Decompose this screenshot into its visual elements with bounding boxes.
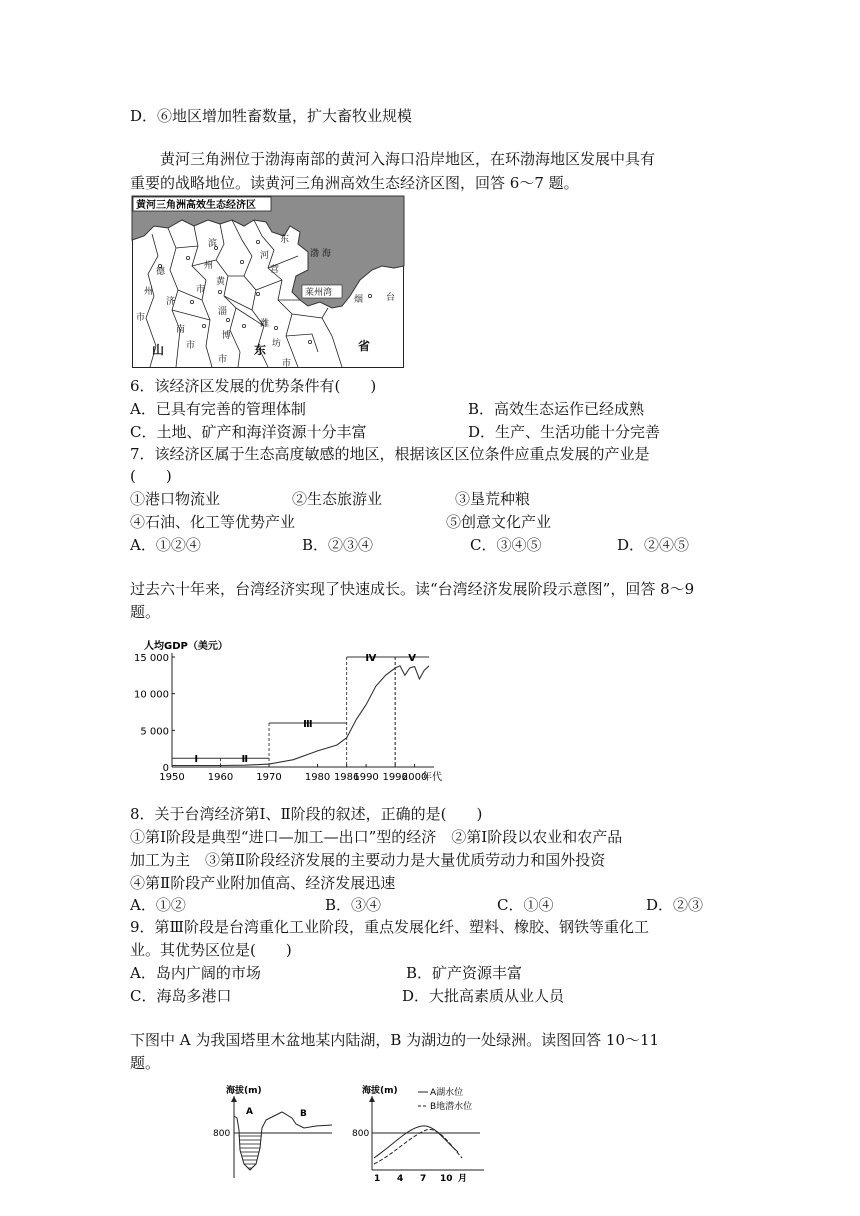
intro-8-9-line1: 过去六十年来，台湾经济实现了快速成长。读“台湾经济发展阶段示意图”，回答 8～9 (130, 580, 695, 598)
lake-oasis-figures (213, 1078, 494, 1184)
map-label-sheng: 省 (358, 339, 371, 353)
gdp-x-tick-label: 1950 (159, 772, 185, 783)
gdp-stage-label: Ⅴ (408, 653, 417, 664)
gdp-y-tick-label: 0 (162, 763, 169, 774)
gdp-y-tick-label: 10 000 (134, 689, 169, 701)
q7-stem-line2: ( ) (130, 467, 172, 485)
gdp-series-line (172, 666, 429, 766)
map-label-yan: 烟 (354, 295, 364, 305)
map-label-zhou2: 州 (144, 287, 154, 297)
gdp-stage (347, 653, 396, 767)
map-label-nan: 南 (176, 325, 186, 335)
map-label-ji: 济 (166, 297, 176, 307)
map-label-bin: 滨 (208, 239, 218, 249)
map-label-tai: 台 (386, 293, 396, 303)
map-label-laizhou: 莱州湾 (305, 288, 333, 298)
map-label-zi: 淄 (218, 307, 228, 317)
right-fig-legend-b: B地潜水位 (430, 1102, 473, 1112)
intro-10-11-line1: 下图中 A 为我国塔里木盆地某内陆湖，B 为湖边的一处绿洲。读图回答 10～11 (130, 1031, 660, 1049)
left-fig-a: A (246, 1107, 253, 1117)
q7-item-4: ④石油、化工等优势产业 (130, 513, 296, 531)
intro-8-9-line2: 题。 (130, 603, 161, 621)
map-label-he: 河 (260, 251, 270, 261)
q9-stem-line1: 9．第Ⅲ阶段是台湾重化工业阶段，重点发展化纤、塑料、橡胶、钢铁等重化工 (130, 918, 650, 936)
left-fig-b: B (300, 1109, 307, 1119)
right-fig-xtick-7: 7 (420, 1174, 427, 1184)
gdp-x-tick-label: 1960 (207, 772, 234, 783)
map-label-de: 德 (156, 267, 166, 277)
map-label-fang: 坊 (272, 339, 282, 349)
gdp-x-axis-label: 年代 (422, 772, 442, 783)
q9-option-b: B．矿产资源丰富 (406, 964, 523, 982)
q6-option-b: B．高效生态运作已经成熟 (468, 400, 645, 418)
map-label-bohai: 渤 海 (310, 249, 331, 259)
gdp-stage-label: Ⅰ (194, 754, 199, 766)
taiwan-gdp-chart (128, 636, 458, 788)
map-label-zhou: 州 (204, 261, 214, 271)
gdp-stage-label: Ⅲ (303, 719, 313, 730)
right-fig-xtick-1: 1 (374, 1174, 381, 1184)
left-fig-ylabel: 海拔(m) (226, 1086, 262, 1096)
q6-option-d: D．生产、生活功能十分完善 (468, 423, 661, 441)
q8-line1: ①第Ⅰ阶段是典型“进口—加工—出口”型的经济 ②第Ⅰ阶段以农业和农产品 (130, 828, 623, 846)
intro-10-11-line2: 题。 (130, 1054, 161, 1072)
gdp-x-tick-label: 1970 (256, 772, 282, 783)
right-fig-legend-a: A湖水位 (430, 1088, 464, 1098)
q8-stem: 8．关于台湾经济第Ⅰ、Ⅱ阶段的叙述，正确的是( ) (130, 805, 483, 823)
gdp-stage (172, 754, 221, 765)
q9-stem-line2: 业。其优势区位是( ) (130, 941, 292, 959)
map-label-shi4: 市 (218, 355, 228, 365)
q8-line2: 加工为主 ③第Ⅱ阶段经济发展的主要动力是大量优质劳动力和国外投资 (130, 851, 606, 869)
q8-option-b: B．③④ (325, 896, 382, 914)
q9-option-a: A．岛内广阔的市场 (130, 964, 261, 982)
q8-line3: ④第Ⅱ阶段产业附加值高、经济发展迅速 (130, 874, 396, 892)
gdp-chart-ylabel: 人均GDP（美元） (144, 641, 228, 652)
gdp-chart-svg (128, 636, 458, 788)
q7-option-b: B．②③④ (302, 536, 374, 554)
map-label-dong: 东 (280, 235, 290, 245)
gdp-stage-label: Ⅱ (241, 754, 249, 766)
q7-stem-line1: 7．该经济区属于生态高度敏感的地区，根据该区区位条件应重点发展的产业是 (130, 445, 650, 463)
map-label-ying: 营 (270, 265, 280, 275)
map-label-shi5: 市 (282, 359, 292, 369)
right-fig-800: 800 (352, 1129, 370, 1139)
gdp-stage-label: Ⅳ (365, 653, 377, 664)
q9-option-c: C．海岛多港口 (130, 987, 232, 1005)
q7-item-2: ②生态旅游业 (292, 490, 383, 508)
q8-option-d: D．②③ (646, 896, 704, 914)
q7-item-1: ①港口物流业 (130, 490, 221, 508)
map-label-dong2: 东 (254, 343, 267, 357)
gdp-y-tick-label: 5 000 (140, 726, 169, 738)
map-label-shi2: 市 (196, 285, 206, 295)
map-label-bo: 博 (222, 331, 232, 341)
map-svg (132, 196, 404, 368)
q8-option-c: C．①④ (497, 896, 554, 914)
intro-6-7-line2: 重要的战略地位。读黄河三角洲高效生态经济区图，回答 6～7 题。 (130, 174, 579, 192)
q6-option-a: A．已具有完善的管理体制 (130, 400, 306, 418)
right-fig-xtick-10: 10 (440, 1174, 453, 1184)
q7-option-c: C．③④⑤ (470, 536, 542, 554)
map-label-shi3: 市 (186, 341, 196, 351)
left-fig-800: 800 (213, 1129, 231, 1139)
gdp-y-tick-label: 15 000 (134, 653, 169, 664)
q9-option-d: D．大批高素质从业人员 (402, 987, 565, 1005)
map-label-shi1: 市 (136, 313, 146, 323)
right-fig-ylabel: 海拔(m) (362, 1086, 398, 1096)
q6-stem: 6．该经济区发展的优势条件有( ) (130, 377, 377, 395)
q7-option-a: A．①②④ (130, 536, 201, 554)
intro-6-7-line1: 黄河三角洲位于渤海南部的黄河入海口沿岸地区，在环渤海地区发展中具有 (160, 150, 656, 168)
right-fig-xtick-4: 4 (397, 1174, 404, 1184)
q8-option-a: A．①② (130, 896, 186, 914)
q7-option-d: D．②④⑤ (617, 536, 690, 554)
right-fig-xunit: 月 (458, 1174, 468, 1184)
q7-item-3: ③垦荒种粮 (455, 490, 531, 508)
gdp-x-tick-label: 1986 (333, 772, 360, 783)
yellow-river-delta-map (132, 196, 404, 368)
q6-option-c: C．土地、矿产和海洋资源十分丰富 (130, 423, 367, 441)
gdp-x-tick-label: 1980 (304, 772, 331, 783)
map-label-wei: 潍 (260, 319, 270, 329)
gdp-stage (269, 719, 347, 767)
map-title: 黄河三角洲高效生态经济区 (136, 200, 256, 211)
map-label-huang: 黄 (216, 277, 226, 287)
q7-item-5: ⑤创意文化产业 (446, 513, 552, 531)
gdp-x-tick-label: 1996 (382, 772, 408, 783)
prev-option-d: D．⑥地区增加牲畜数量，扩大畜牧业规模 (130, 107, 413, 125)
lake-oasis-svg (213, 1078, 494, 1184)
gdp-x-tick-label: 1990 (353, 772, 379, 783)
gdp-x-tick-label: 2000 (401, 772, 428, 783)
map-label-shan: 山 (152, 343, 165, 357)
